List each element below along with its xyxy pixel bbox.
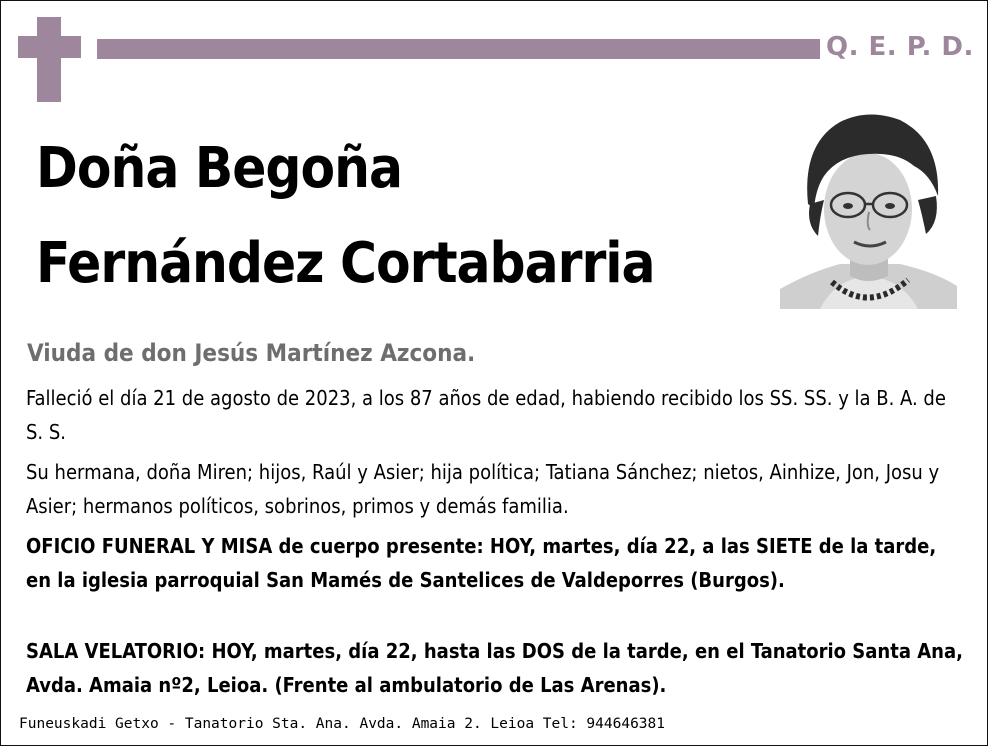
widow-line: Viuda de don Jesús Martínez Azcona. [27, 339, 476, 367]
portrait-photo [780, 104, 957, 309]
cross-vertical-bar [37, 17, 61, 102]
qepd-label: Q. E. P. D. [826, 32, 974, 62]
portrait-illustration [780, 104, 957, 309]
deceased-name-line1: Doña Begoña [36, 136, 402, 201]
family-paragraph: Su hermana, doña Miren; hijos, Raúl y Asier; hija política; Tatiana Sánchez; nietos, Ainhize, Jon, Josu y Asier; hermanos políticos, sobrinos, primos y demás familia. [26, 460, 940, 518]
deceased-name-line2: Fernández Cortabarria [36, 231, 655, 296]
funeral-paragraph: OFICIO FUNERAL Y MISA de cuerpo presente: HOY, martes, día 22, a las SIETE de la tarde, en la iglesia parroquial San Mamés de Santelices de Valdeporres (Burgos). [26, 534, 937, 592]
cross-horizontal-bar [18, 36, 81, 58]
death-notice-paragraph: Falleció el día 21 de agosto de 2023, a los 87 años de edad, habiendo recibido los SS. SS. y la B. A. de S. S. [26, 386, 946, 444]
footer-contact: Funeuskadi Getxo - Tanatorio Sta. Ana. Avda. Amaia 2. Leioa Tel: 944646381 [19, 716, 666, 732]
wake-paragraph: SALA VELATORIO: HOY, martes, día 22, hasta las DOS de la tarde, en el Tanatorio Santa Ana, Avda. Amaia nº2, Leioa. (Frente al ambulatorio de Las Arenas). [26, 639, 963, 697]
header-rule [97, 39, 820, 59]
